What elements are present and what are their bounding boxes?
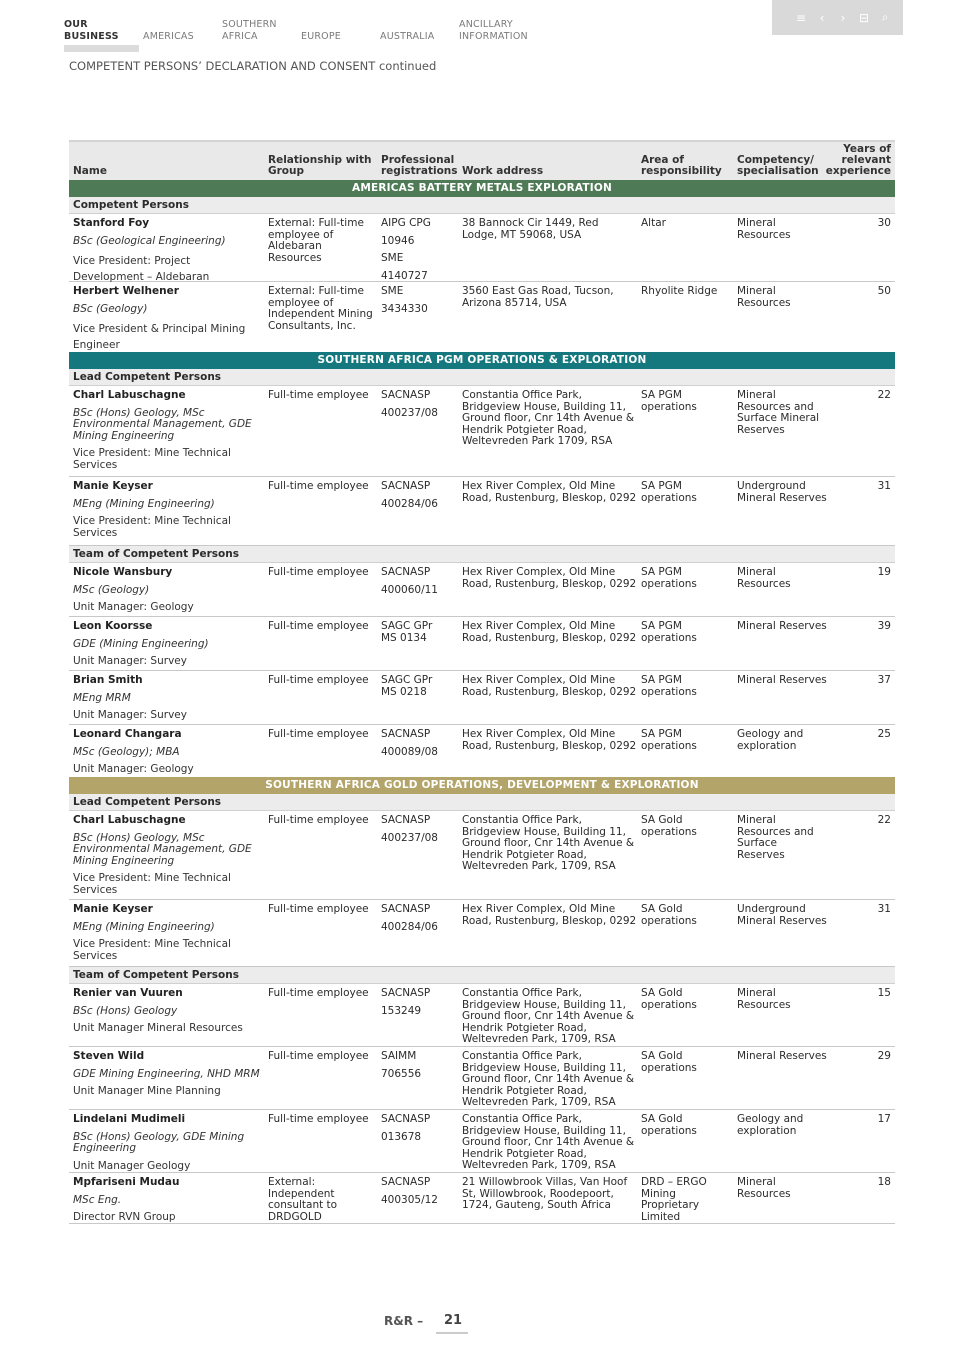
subsection-heading: Team of Competent Persons [69,546,895,563]
table-row: Charl Labuschagne BSc (Hons) Geology, MSc Environmental Management, GDE Mining Engineering Vice President: Mine Technical Services Full-time employee SACNASP 400237/08 Constantia Office Park, Bridgeview House, Building 11, Ground floor, Cnr 14th Avenue & Hendrik Potgieter Road, Weltevreden Park 1709, RSA SA PGM operations Mineral Resources and Surface Mineral Reserves 22 [69,386,895,477]
nav-active-indicator [64,45,139,52]
next-page-icon[interactable]: › [840,10,846,25]
table-row: Stanford Foy BSc (Geological Engineering) Vice President: Project Development – Aldebaran External: Full-time employee of Aldebaran Resources AIPG CPG 10946 SME 4140727 38 Bannock Cir 1449, Red Lodge, MT 59068, USA Altar Mineral Resources 30 [69,214,895,282]
subsection-heading: Lead Competent Persons [69,794,895,811]
competent-persons-table [69,140,895,1224]
subsection-heading: Team of Competent Persons [69,967,895,984]
page-footer [384,1313,463,1328]
nav-europe[interactable]: EUROPE [301,31,341,42]
table-row: Charl Labuschagne BSc (Hons) Geology, MSc Environmental Management, GDE Mining Engineering Vice President: Mine Technical Services Full-time employee SACNASP 400237/08 Constantia Office Park, Bridgeview House, Building 11, Ground floor, Cnr 14th Avenue & Hendrik Potgieter Road, Weltevreden Park, 1709, RSA SA Gold operations Mineral Resources and Surface Reserves 22 [69,811,895,900]
table-row: Herbert Welhener BSc (Geology) Vice President & Principal Mining Engineer External: Full-time employee of Independent Mining Consultants, Inc. SME 3434330 3560 East Gas Road, Tucson, Arizona 85714, USA Rhyolite Ridge Mineral Resources 50 [73,285,891,351]
header-area: Area of responsibility [641,154,722,177]
search-icon[interactable]: ⌕ [881,10,889,24]
nav-australia[interactable]: AUSTRALIA [380,31,435,42]
table-header [69,140,895,180]
page-toolbar [772,0,903,35]
section-americas: AMERICAS BATTERY METALS EXPLORATION [69,180,895,197]
nav-southern-africa[interactable]: SOUTHERN AFRICA [222,19,277,42]
header-registrations: Professional registrations [381,154,458,177]
table-row: Mpfariseni Mudau MSc Eng. Director RVN Group External: Independent consultant to DRDGOLD SACNASP 400305/12 21 Willowbrook Villas, Van Hoof St, Willowbrook, Roodepoort, 1724, Gauteng, South Africa DRD – ERGO Mining Proprietary Limited Mineral Resources 18 [69,1173,895,1224]
page-number: 21 [444,1313,463,1328]
header-relationship: Relationship with Group [268,154,372,177]
table-row: Renier van Vuuren BSc (Hons) Geology Unit Manager Mineral Resources Full-time employee SACNASP 153249 Constantia Office Park, Bridgeview House, Building 11, Ground floor, Cnr 14th Avenue & Hendrik Potgieter Road, Weltevreden Park, 1709, RSA SA Gold operations Mineral Resources 15 [69,984,895,1047]
table-row: Leon Koorsse GDE (Mining Engineering) Unit Manager: Survey Full-time employee SAGC GPr MS 0134 Hex River Complex, Old Mine Road, Rustenburg, Bleskop, 0292 SA PGM operations Mineral Reserves 39 [69,617,895,671]
footer-label: R&R – [384,1314,424,1328]
subsection-heading: Competent Persons [69,197,895,214]
table-row: Leonard Changara MSc (Geology); MBA Unit Manager: Geology Full-time employee SACNASP 400089/08 Hex River Complex, Old Mine Road, Rustenburg, Bleskop, 0292 SA PGM operations Geology and exploration 25 [73,728,891,775]
nav-americas[interactable]: AMERICAS [143,31,194,42]
table-row: Manie Keyser MEng (Mining Engineering) Vice President: Mine Technical Services Full-time employee SACNASP 400284/06 Hex River Complex, Old Mine Road, Rustenburg, Bleskop, 0292 SA Gold operations Underground Mineral Reserves 31 [69,900,895,967]
section-pgm: SOUTHERN AFRICA PGM OPERATIONS & EXPLORATION [69,352,895,369]
header-name: Name [73,165,107,177]
table-row: Brian Smith MEng MRM Unit Manager: Survey Full-time employee SAGC GPr MS 0218 Hex River Complex, Old Mine Road, Rustenburg, Bleskop, 0292 SA PGM operations Mineral Reserves 37 [69,671,895,725]
header-years: Years of relevant experience [825,143,891,177]
section-gold: SOUTHERN AFRICA GOLD OPERATIONS, DEVELOPMENT & EXPLORATION [69,777,895,794]
table-row: Manie Keyser MEng (Mining Engineering) Vice President: Mine Technical Services Full-time employee SACNASP 400284/06 Hex River Complex, Old Mine Road, Rustenburg, Bleskop, 0292 SA PGM operations Underground Mineral Reserves 31 [69,477,895,546]
page-subtitle: COMPETENT PERSONS’ DECLARATION AND CONSENT continued [69,59,437,73]
top-navigation [64,19,584,55]
footer-divider [436,1332,468,1334]
table-row: Nicole Wansbury MSc (Geology) Unit Manager: Geology Full-time employee SACNASP 400060/11 Hex River Complex, Old Mine Road, Rustenburg, Bleskop, 0292 SA PGM operations Mineral Resources 19 [69,563,895,617]
table-row: Lindelani Mudimeli BSc (Hons) Geology, GDE Mining Engineering Unit Manager Geology Full-time employee SACNASP 013678 Constantia Office Park, Bridgeview House, Building 11, Ground floor, Cnr 14th Avenue & Hendrik Potgieter Road, Weltevreden Park, 1709, RSA SA Gold operations Geology and exploration 17 [69,1110,895,1173]
header-competency: Competency/ specialisation [737,154,819,177]
subsection-heading: Lead Competent Persons [69,369,895,386]
menu-icon[interactable]: ≡ [795,10,807,25]
nav-our-business[interactable]: OUR BUSINESS [64,19,119,42]
header-work-address: Work address [462,165,544,177]
nav-ancillary-information[interactable]: ANCILLARY INFORMATION [459,19,528,42]
exit-icon[interactable]: ⊟ [858,10,870,25]
previous-page-icon[interactable]: ‹ [819,10,825,25]
table-row: Steven Wild GDE Mining Engineering, NHD MRM Unit Manager Mine Planning Full-time employee SAIMM 706556 Constantia Office Park, Bridgeview House, Building 11, Ground floor, Cnr 14th Avenue & Hendrik Potgieter Road, Weltevreden Park, 1709, RSA SA Gold operations Mineral Reserves 29 [69,1047,895,1110]
